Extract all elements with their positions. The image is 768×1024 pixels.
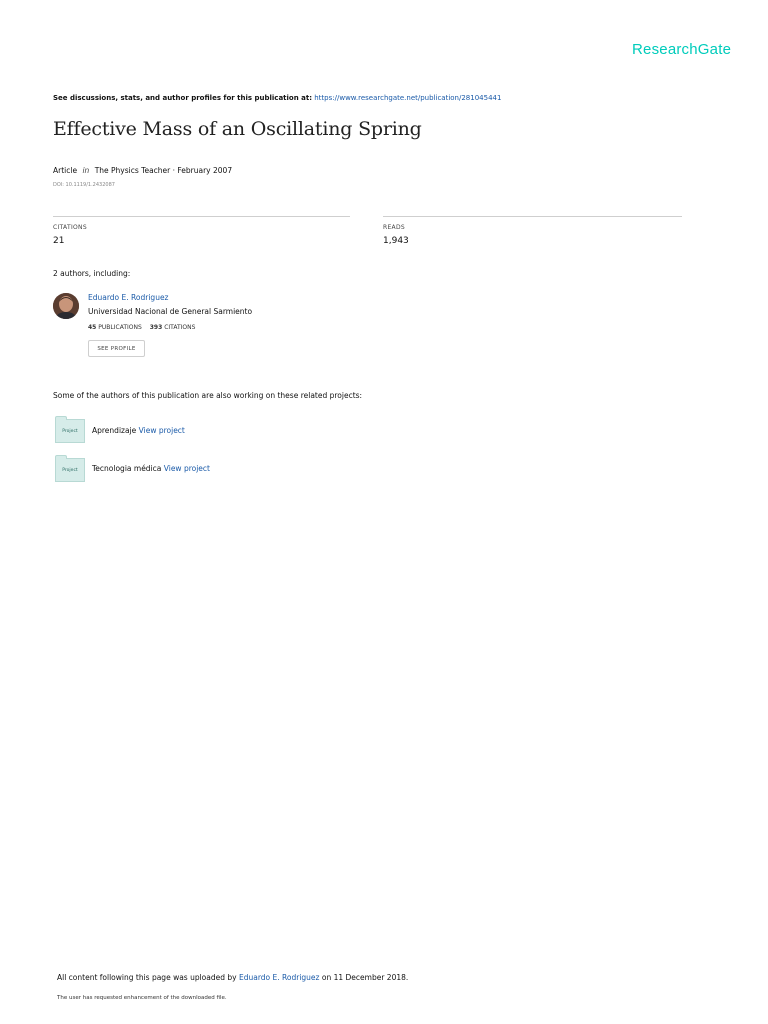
upload-note bbox=[57, 973, 408, 982]
citations-divider bbox=[53, 216, 350, 217]
author-publications-label: PUBLICATIONS bbox=[98, 324, 142, 331]
author-citations-label: CITATIONS bbox=[164, 324, 196, 331]
project-item bbox=[92, 464, 210, 473]
author-citations-count: 393 bbox=[149, 324, 163, 331]
project-folder-icon bbox=[55, 419, 85, 443]
enhancement-note: The user has requested enhancement of the downloaded file. bbox=[57, 995, 227, 1001]
project-icon-label: Project bbox=[62, 428, 78, 434]
author-institution: Universidad Nacional de General Sarmiento bbox=[88, 307, 253, 316]
project-folder-icon bbox=[55, 458, 85, 482]
uploader-link[interactable]: Eduardo E. Rodriguez bbox=[238, 973, 320, 982]
authors-heading: 2 authors, including: bbox=[53, 269, 131, 278]
project-item bbox=[92, 426, 185, 435]
reads-label: READS bbox=[383, 224, 405, 231]
upload-suffix: on 11 December 2018. bbox=[321, 973, 409, 982]
see-profile-button[interactable]: SEE PROFILE bbox=[88, 340, 145, 357]
projects-heading: Some of the authors of this publication are also working on these related projects: bbox=[53, 391, 363, 400]
publication-doi: DOI: 10.1119/1.2432087 bbox=[53, 182, 115, 188]
project-icon-label: Project bbox=[62, 467, 78, 473]
author-name-link[interactable]: Eduardo E. Rodriguez bbox=[88, 293, 169, 302]
project-name: Tecnologia médica bbox=[92, 464, 162, 473]
publication-title: Effective Mass of an Oscillating Spring bbox=[53, 118, 422, 140]
author-publications-count: 45 bbox=[88, 324, 97, 331]
view-project-link[interactable]: View project bbox=[163, 464, 210, 473]
avatar[interactable] bbox=[53, 293, 79, 319]
author-photo bbox=[53, 293, 79, 319]
reads-divider bbox=[383, 216, 682, 217]
discussion-line bbox=[53, 94, 501, 102]
reads-value: 1,943 bbox=[383, 236, 409, 246]
view-project-link[interactable]: View project bbox=[138, 426, 185, 435]
discussion-prefix: See discussions, stats, and author profiles for this publication at: bbox=[53, 94, 313, 102]
publication-meta bbox=[53, 166, 232, 175]
author-stats bbox=[88, 324, 195, 331]
publication-url-link[interactable]: https://www.researchgate.net/publication/281045441 bbox=[314, 94, 502, 102]
citations-label: CITATIONS bbox=[53, 224, 87, 231]
publication-in: in bbox=[82, 166, 90, 175]
publication-journal-date: The Physics Teacher · February 2007 bbox=[94, 166, 233, 175]
publication-type: Article bbox=[53, 166, 78, 175]
upload-prefix: All content following this page was uploaded by bbox=[57, 973, 237, 982]
citations-value: 21 bbox=[53, 236, 65, 246]
researchgate-logo[interactable]: ResearchGate bbox=[632, 41, 732, 58]
project-name: Aprendizaje bbox=[92, 426, 137, 435]
